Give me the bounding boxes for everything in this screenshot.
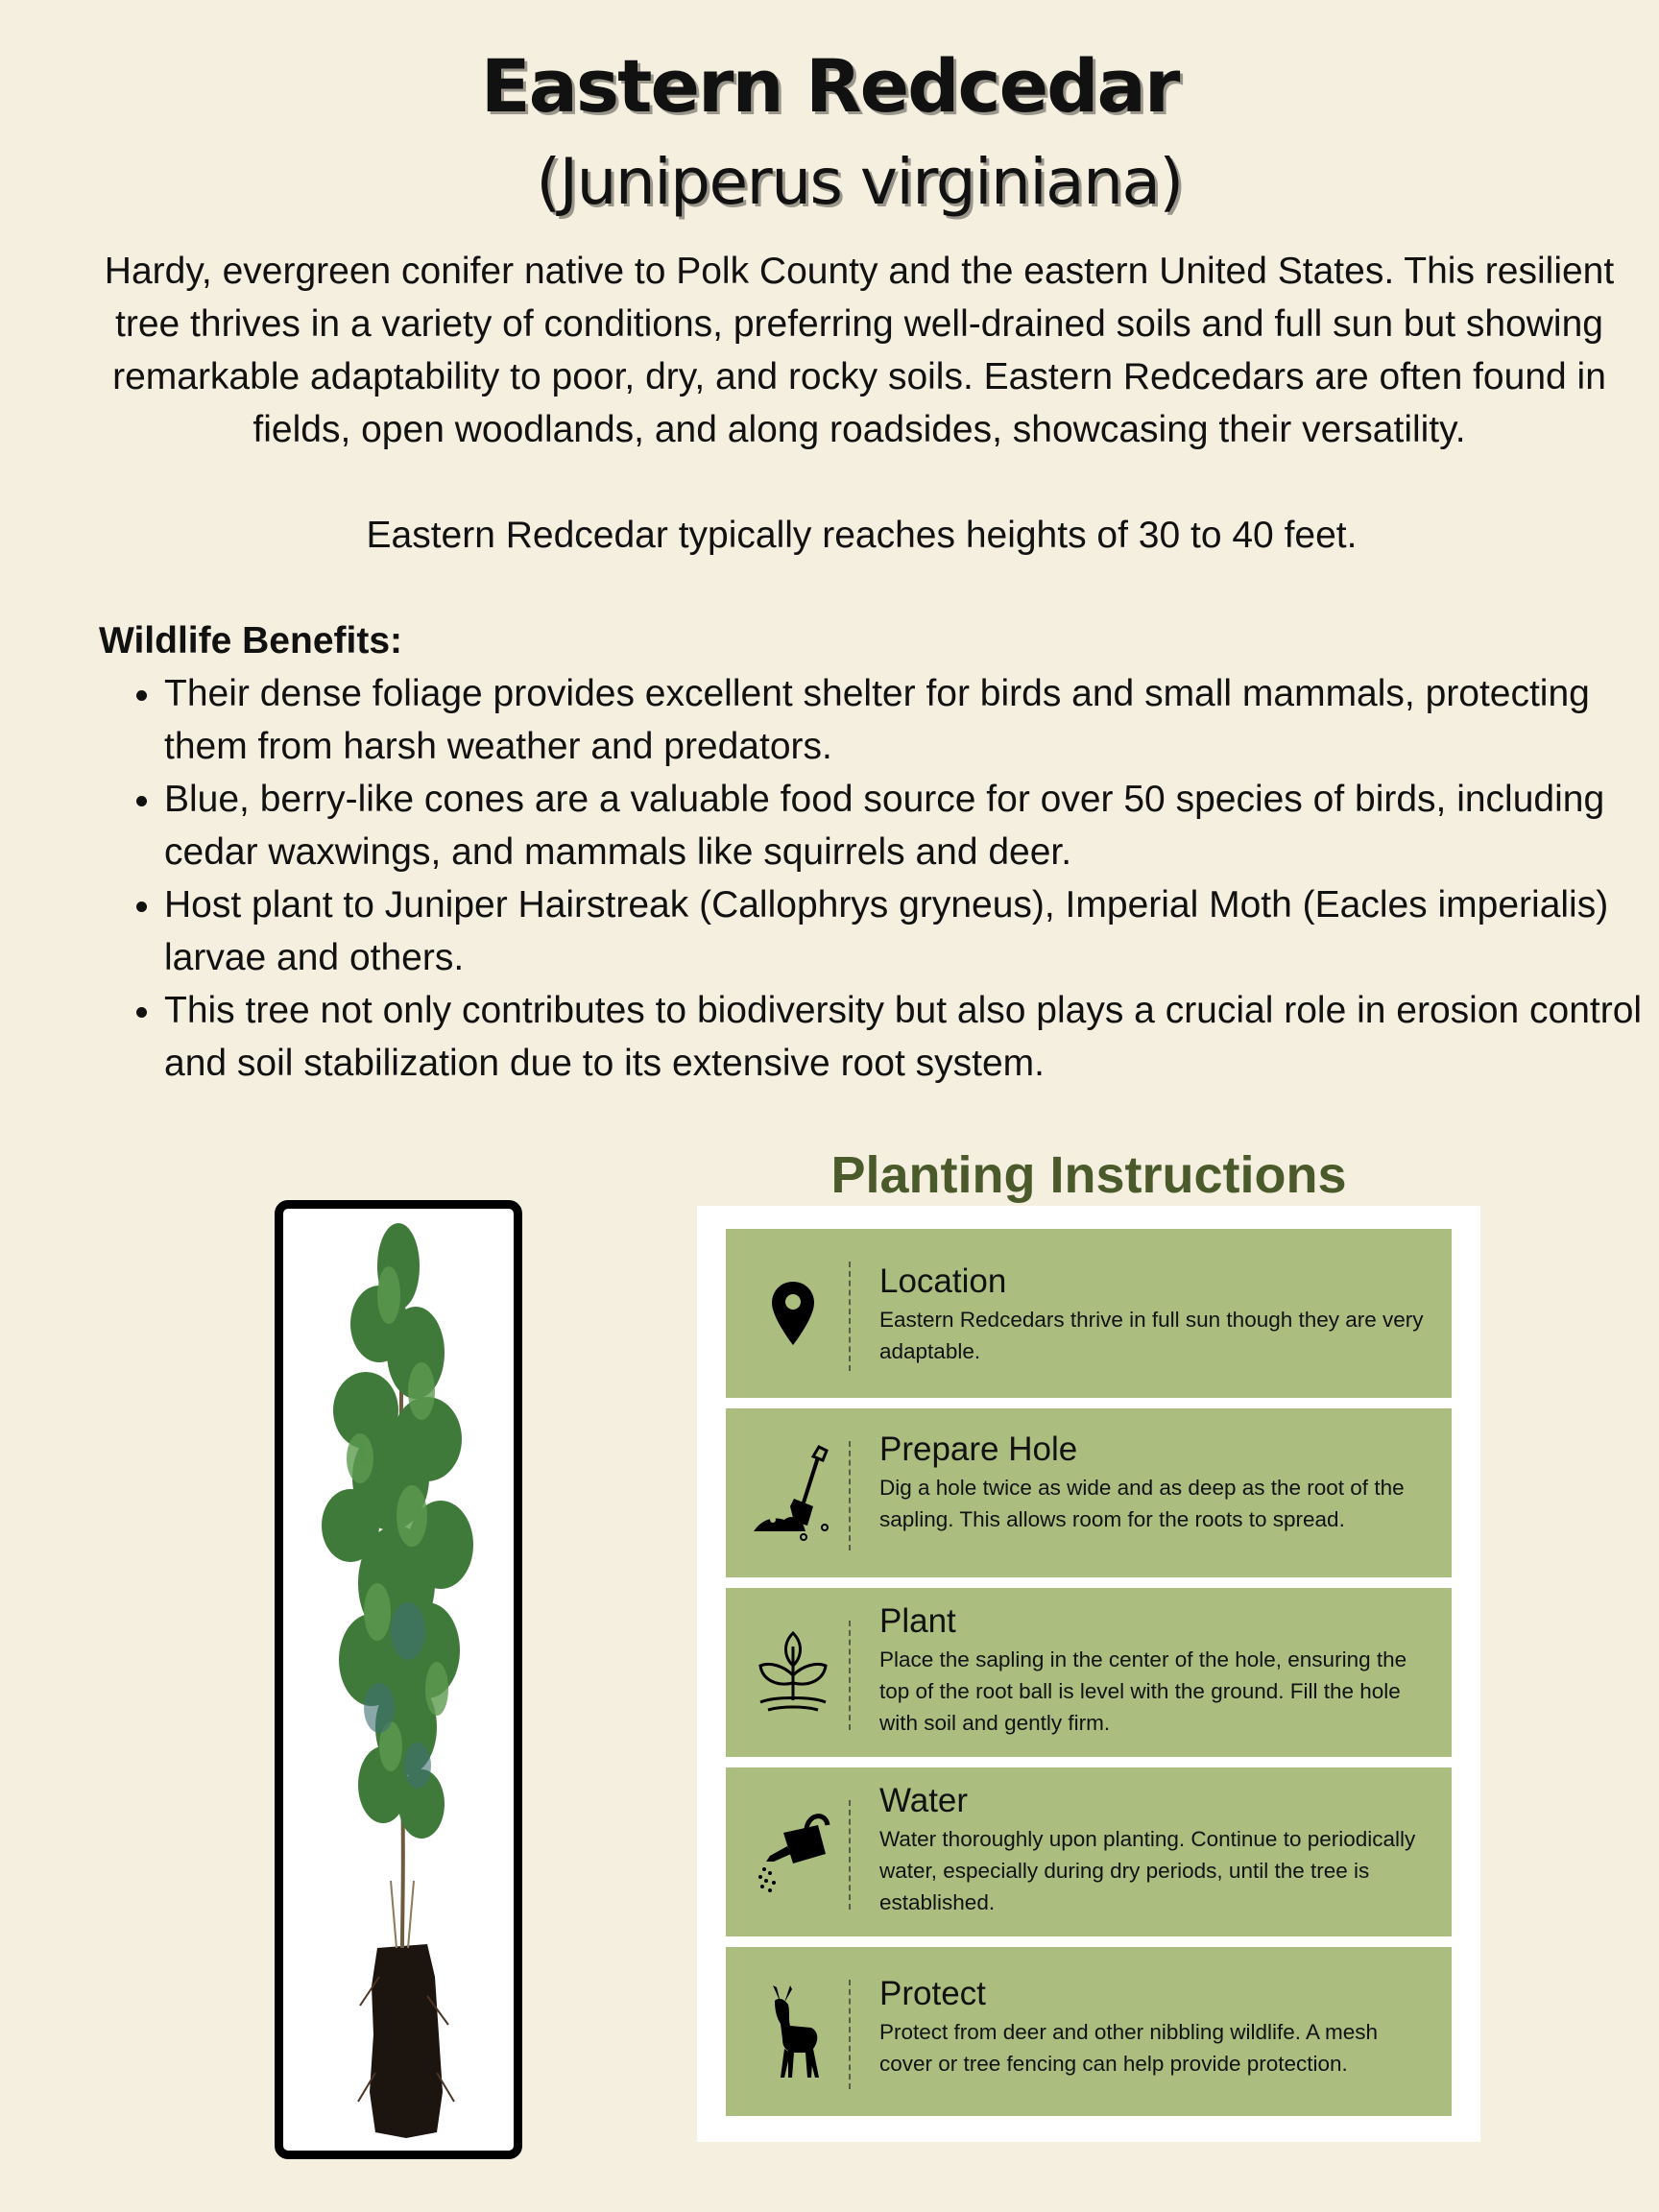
sapling-photo: [275, 1200, 522, 2159]
step-plant: [726, 1588, 1452, 1757]
step-description: Eastern Redcedars thrive in full sun though they are very adaptable.: [879, 1308, 1424, 1363]
step-divider: [849, 1262, 851, 1371]
wildlife-heading: Wildlife Benefits:: [99, 620, 402, 661]
step-title: Protect: [879, 1975, 986, 2012]
height-info: Eastern Redcedar typically reaches heights of 30 to 40 feet.: [366, 515, 1358, 556]
step-description: Protect from deer and other nibbling wildlife. A mesh cover or tree fencing can help provide protection.: [879, 2020, 1379, 2076]
step-title: Plant: [879, 1602, 956, 1640]
planting-panel: [697, 1206, 1480, 2142]
step-title: Water: [879, 1782, 969, 1819]
step-location: [726, 1229, 1452, 1398]
scientific-name: (Juniperus virginiana): [536, 145, 1183, 219]
wildlife-list: [99, 667, 1659, 1090]
wildlife-item: • Host plant to Juniper Hairstreak (Callophrys gryneus), Imperial Moth (Eacles imperialis) larvae and others.: [164, 878, 1659, 984]
step-description: Place the sapling in the center of the hole, ensuring the top of the root ball is level with the ground. Fill the hole with soil and gently firm.: [879, 1647, 1407, 1735]
sapling-illustration: [283, 1209, 514, 2151]
step-divider: [849, 1800, 851, 1910]
location-pin-icon: [735, 1229, 851, 1398]
step-protect: [726, 1947, 1452, 2116]
step-title: Location: [879, 1262, 1007, 1300]
step-divider: [849, 1621, 851, 1730]
sprout-icon: [735, 1588, 851, 1757]
step-description: Water thoroughly upon planting. Continue to periodically water, especially during dry periods, until the tree is established.: [879, 1827, 1416, 1914]
shovel-icon: [735, 1408, 851, 1577]
watering-can-icon: [735, 1767, 851, 1936]
wildlife-item: • This tree not only contributes to biodiversity but also plays a crucial role in erosion control and soil stabilization due to its extensive root system.: [164, 984, 1659, 1090]
page-title: Eastern Redcedar: [480, 43, 1179, 129]
wildlife-item: • Their dense foliage provides excellent shelter for birds and small mammals, protecting them from harsh weather and predators.: [164, 667, 1659, 773]
intro-description: Hardy, evergreen conifer native to Polk County and the eastern United States. This resilient tree thrives in a variety of conditions, preferring well-drained soils and full sun but showing remarkable adaptability to poor, dry, and rocky soils. Eastern Redcedars are often found in fields, open woodlands, and along roadsides, showcasing their versatility.: [104, 251, 1615, 450]
step-divider: [849, 1441, 851, 1551]
planting-heading: Planting Instructions: [830, 1146, 1347, 1204]
step-prepare-hole: [726, 1408, 1452, 1577]
step-title: Prepare Hole: [879, 1431, 1078, 1468]
step-divider: [849, 1980, 851, 2089]
deer-icon: [735, 1947, 851, 2116]
step-water: [726, 1767, 1452, 1936]
step-description: Dig a hole twice as wide and as deep as the root of the sapling. This allows room for the roots to spread.: [879, 1476, 1405, 1531]
wildlife-item: • Blue, berry-like cones are a valuable food source for over 50 species of birds, including cedar waxwings, and mammals like squirrels and deer.: [164, 773, 1659, 878]
